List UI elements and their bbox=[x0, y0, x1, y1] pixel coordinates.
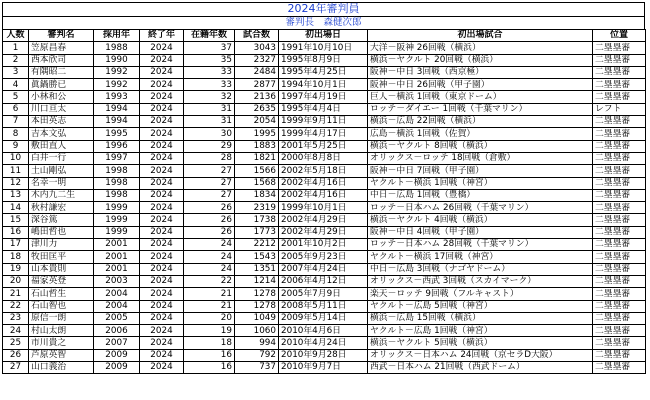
cell-count: 5 bbox=[3, 91, 29, 103]
cell-name: 嶋田哲也 bbox=[29, 226, 94, 238]
cell-count: 22 bbox=[3, 300, 29, 312]
cell-games: 1543 bbox=[235, 251, 279, 263]
table-row bbox=[3, 312, 646, 324]
cell-debut-date: 1995年4月4日 bbox=[279, 103, 368, 115]
header-debut-date: 初出場日 bbox=[279, 30, 368, 42]
cell-debut-date: 2002年4月16日 bbox=[279, 189, 368, 201]
cell-hire-year: 1995 bbox=[94, 128, 140, 140]
cell-position: 二塁塁審 bbox=[593, 362, 646, 374]
cell-years: 27 bbox=[184, 189, 235, 201]
cell-hire-year: 1992 bbox=[94, 79, 140, 91]
cell-end-year: 2024 bbox=[140, 165, 184, 177]
cell-name: 津川力 bbox=[29, 239, 94, 251]
cell-debut-game: オリックス－ロッテ 18回戦（倉敷） bbox=[368, 152, 593, 164]
cell-name: 村山太朗 bbox=[29, 325, 94, 337]
cell-name: 牧田匡平 bbox=[29, 251, 94, 263]
cell-count: 13 bbox=[3, 189, 29, 201]
table-row bbox=[3, 239, 646, 251]
cell-name: 小林和公 bbox=[29, 91, 94, 103]
cell-debut-game: 阪神－中日 3回戦（西京極） bbox=[368, 66, 593, 78]
cell-end-year: 2024 bbox=[140, 214, 184, 226]
cell-years: 18 bbox=[184, 337, 235, 349]
cell-years: 37 bbox=[184, 42, 235, 54]
cell-count: 19 bbox=[3, 263, 29, 275]
cell-end-year: 2024 bbox=[140, 312, 184, 324]
cell-debut-date: 2005年7月9日 bbox=[279, 288, 368, 300]
cell-years: 16 bbox=[184, 362, 235, 374]
cell-position: 二塁塁審 bbox=[593, 79, 646, 91]
header-years: 在籍年数 bbox=[184, 30, 235, 42]
cell-years: 35 bbox=[184, 54, 235, 66]
cell-hire-year: 1994 bbox=[94, 103, 140, 115]
cell-debut-date: 2000年8月8日 bbox=[279, 152, 368, 164]
cell-games: 2327 bbox=[235, 54, 279, 66]
table-row bbox=[3, 362, 646, 374]
cell-debut-date: 2001年5月25日 bbox=[279, 140, 368, 152]
cell-games: 2054 bbox=[235, 116, 279, 128]
cell-name: 笠原昌春 bbox=[29, 42, 94, 54]
cell-position: 二塁塁審 bbox=[593, 349, 646, 361]
cell-games: 1351 bbox=[235, 263, 279, 275]
cell-debut-date: 1999年10月1日 bbox=[279, 202, 368, 214]
cell-name: 敷田直人 bbox=[29, 140, 94, 152]
cell-games: 2877 bbox=[235, 79, 279, 91]
cell-years: 22 bbox=[184, 275, 235, 287]
table-row bbox=[3, 165, 646, 177]
cell-end-year: 2024 bbox=[140, 275, 184, 287]
cell-debut-date: 2002年4月29日 bbox=[279, 214, 368, 226]
table-row bbox=[3, 177, 646, 189]
cell-games: 1883 bbox=[235, 140, 279, 152]
cell-name: 山本貴則 bbox=[29, 263, 94, 275]
cell-end-year: 2024 bbox=[140, 177, 184, 189]
table-row bbox=[3, 275, 646, 287]
table-row bbox=[3, 288, 646, 300]
cell-end-year: 2024 bbox=[140, 91, 184, 103]
cell-end-year: 2024 bbox=[140, 349, 184, 361]
cell-position: 二塁塁審 bbox=[593, 300, 646, 312]
cell-debut-game: 横浜－ヤクルト 5回戦（横浜） bbox=[368, 337, 593, 349]
cell-count: 18 bbox=[3, 251, 29, 263]
table-row bbox=[3, 152, 646, 164]
cell-years: 26 bbox=[184, 202, 235, 214]
table-row bbox=[3, 189, 646, 201]
cell-debut-game: 横浜－広島 22回戦（横浜） bbox=[368, 116, 593, 128]
cell-debut-date: 2010年4月24日 bbox=[279, 337, 368, 349]
cell-hire-year: 2001 bbox=[94, 263, 140, 275]
sheet-title: 2024年審判員 bbox=[2, 2, 645, 16]
cell-debut-date: 1994年10月1日 bbox=[279, 79, 368, 91]
cell-debut-date: 1997年4月19日 bbox=[279, 91, 368, 103]
cell-end-year: 2024 bbox=[140, 263, 184, 275]
table-row bbox=[3, 325, 646, 337]
spreadsheet bbox=[2, 2, 646, 374]
table-row bbox=[3, 91, 646, 103]
cell-debut-game: 広島－横浜 1回戦（佐賀） bbox=[368, 128, 593, 140]
cell-name: 名幸一明 bbox=[29, 177, 94, 189]
cell-name: 原信一朗 bbox=[29, 312, 94, 324]
cell-position: 二塁塁審 bbox=[593, 140, 646, 152]
cell-games: 1278 bbox=[235, 288, 279, 300]
cell-position: 二塁塁審 bbox=[593, 337, 646, 349]
cell-years: 31 bbox=[184, 103, 235, 115]
cell-hire-year: 2001 bbox=[94, 251, 140, 263]
cell-debut-game: 中日－広島 1回戦（豊橋） bbox=[368, 189, 593, 201]
cell-name: 眞鍋勝已 bbox=[29, 79, 94, 91]
cell-debut-date: 2007年4月24日 bbox=[279, 263, 368, 275]
cell-hire-year: 1999 bbox=[94, 214, 140, 226]
table-row bbox=[3, 337, 646, 349]
cell-games: 1738 bbox=[235, 214, 279, 226]
cell-position: レフト bbox=[593, 103, 646, 115]
cell-count: 21 bbox=[3, 288, 29, 300]
cell-hire-year: 2009 bbox=[94, 362, 140, 374]
cell-debut-game: 中日－広島 3回戦（ナゴヤドーム） bbox=[368, 263, 593, 275]
cell-position: 二塁塁審 bbox=[593, 288, 646, 300]
table-row bbox=[3, 54, 646, 66]
table-row bbox=[3, 42, 646, 54]
cell-count: 24 bbox=[3, 325, 29, 337]
cell-games: 2484 bbox=[235, 66, 279, 78]
cell-debut-game: ヤクルト－広島 5回戦（神宮） bbox=[368, 300, 593, 312]
cell-debut-date: 1995年4月25日 bbox=[279, 66, 368, 78]
cell-count: 6 bbox=[3, 103, 29, 115]
cell-position: 二塁塁審 bbox=[593, 165, 646, 177]
cell-hire-year: 1997 bbox=[94, 152, 140, 164]
cell-games: 1821 bbox=[235, 152, 279, 164]
cell-debut-game: 巨人－横浜 1回戦（東京ドーム） bbox=[368, 91, 593, 103]
cell-count: 23 bbox=[3, 312, 29, 324]
cell-count: 15 bbox=[3, 214, 29, 226]
table-row bbox=[3, 103, 646, 115]
cell-end-year: 2024 bbox=[140, 251, 184, 263]
cell-hire-year: 1999 bbox=[94, 226, 140, 238]
cell-name: 吉本文弘 bbox=[29, 128, 94, 140]
cell-years: 26 bbox=[184, 214, 235, 226]
cell-debut-game: ロッテ－ダイエー 1回戦（千葉マリン） bbox=[368, 103, 593, 115]
cell-years: 27 bbox=[184, 177, 235, 189]
cell-games: 1995 bbox=[235, 128, 279, 140]
cell-end-year: 2024 bbox=[140, 337, 184, 349]
cell-debut-date: 1991年10月10日 bbox=[279, 42, 368, 54]
header-debut-game: 初出場試合 bbox=[368, 30, 593, 42]
cell-hire-year: 1994 bbox=[94, 116, 140, 128]
cell-games: 1060 bbox=[235, 325, 279, 337]
cell-end-year: 2024 bbox=[140, 226, 184, 238]
cell-games: 1049 bbox=[235, 312, 279, 324]
cell-debut-date: 2009年5月14日 bbox=[279, 312, 368, 324]
table-row bbox=[3, 140, 646, 152]
cell-name: 市川貴之 bbox=[29, 337, 94, 349]
cell-end-year: 2024 bbox=[140, 152, 184, 164]
cell-end-year: 2024 bbox=[140, 362, 184, 374]
cell-end-year: 2024 bbox=[140, 300, 184, 312]
cell-debut-date: 1999年4月17日 bbox=[279, 128, 368, 140]
cell-years: 26 bbox=[184, 226, 235, 238]
cell-position: 二塁塁審 bbox=[593, 116, 646, 128]
cell-debut-date: 1999年9月11日 bbox=[279, 116, 368, 128]
table-row bbox=[3, 300, 646, 312]
cell-name: 白井一行 bbox=[29, 152, 94, 164]
cell-debut-game: ロッテ－日本ハム 26回戦（千葉マリン） bbox=[368, 202, 593, 214]
cell-end-year: 2024 bbox=[140, 128, 184, 140]
cell-position: 二塁塁審 bbox=[593, 152, 646, 164]
cell-years: 16 bbox=[184, 349, 235, 361]
cell-games: 2319 bbox=[235, 202, 279, 214]
header-name: 審判名 bbox=[29, 30, 94, 42]
cell-debut-date: 2002年5月18日 bbox=[279, 165, 368, 177]
cell-count: 26 bbox=[3, 349, 29, 361]
cell-debut-date: 2006年4月12日 bbox=[279, 275, 368, 287]
cell-count: 7 bbox=[3, 116, 29, 128]
header-count: 人数 bbox=[3, 30, 29, 42]
cell-hire-year: 2001 bbox=[94, 239, 140, 251]
table-row bbox=[3, 128, 646, 140]
cell-count: 20 bbox=[3, 275, 29, 287]
cell-hire-year: 1998 bbox=[94, 177, 140, 189]
cell-count: 3 bbox=[3, 66, 29, 78]
cell-position: 二塁塁審 bbox=[593, 91, 646, 103]
cell-years: 31 bbox=[184, 116, 235, 128]
cell-years: 21 bbox=[184, 288, 235, 300]
cell-count: 12 bbox=[3, 177, 29, 189]
cell-debut-game: 楽天－ロッテ 9回戦（フルキャスト） bbox=[368, 288, 593, 300]
table-row bbox=[3, 226, 646, 238]
cell-debut-game: 大洋－阪神 26回戦（横浜） bbox=[368, 42, 593, 54]
cell-end-year: 2024 bbox=[140, 42, 184, 54]
cell-count: 10 bbox=[3, 152, 29, 164]
cell-hire-year: 1998 bbox=[94, 165, 140, 177]
cell-years: 24 bbox=[184, 263, 235, 275]
cell-end-year: 2024 bbox=[140, 239, 184, 251]
cell-position: 二塁塁審 bbox=[593, 66, 646, 78]
cell-hire-year: 2003 bbox=[94, 275, 140, 287]
cell-position: 二塁塁審 bbox=[593, 275, 646, 287]
cell-debut-game: 阪神－中日 7回戦（甲子園） bbox=[368, 165, 593, 177]
cell-hire-year: 1998 bbox=[94, 189, 140, 201]
cell-position: 二塁塁審 bbox=[593, 189, 646, 201]
table-row bbox=[3, 214, 646, 226]
cell-count: 8 bbox=[3, 128, 29, 140]
cell-end-year: 2024 bbox=[140, 140, 184, 152]
cell-count: 2 bbox=[3, 54, 29, 66]
cell-years: 20 bbox=[184, 312, 235, 324]
cell-hire-year: 1990 bbox=[94, 54, 140, 66]
cell-games: 737 bbox=[235, 362, 279, 374]
cell-end-year: 2024 bbox=[140, 103, 184, 115]
cell-debut-date: 2005年9月23日 bbox=[279, 251, 368, 263]
header-hire-year: 採用年 bbox=[94, 30, 140, 42]
table-row bbox=[3, 251, 646, 263]
table-row bbox=[3, 66, 646, 78]
cell-games: 2212 bbox=[235, 239, 279, 251]
cell-years: 24 bbox=[184, 239, 235, 251]
table-row bbox=[3, 349, 646, 361]
cell-games: 792 bbox=[235, 349, 279, 361]
cell-years: 27 bbox=[184, 165, 235, 177]
cell-games: 994 bbox=[235, 337, 279, 349]
cell-position: 二塁塁審 bbox=[593, 128, 646, 140]
cell-games: 2635 bbox=[235, 103, 279, 115]
cell-hire-year: 1988 bbox=[94, 42, 140, 54]
header-row bbox=[3, 30, 646, 42]
cell-name: 川口亘太 bbox=[29, 103, 94, 115]
cell-end-year: 2024 bbox=[140, 116, 184, 128]
cell-end-year: 2024 bbox=[140, 325, 184, 337]
cell-position: 二塁塁審 bbox=[593, 202, 646, 214]
cell-count: 14 bbox=[3, 202, 29, 214]
cell-years: 29 bbox=[184, 140, 235, 152]
cell-name: 石山智也 bbox=[29, 300, 94, 312]
cell-years: 21 bbox=[184, 300, 235, 312]
cell-count: 4 bbox=[3, 79, 29, 91]
cell-end-year: 2024 bbox=[140, 79, 184, 91]
cell-name: 西本欣司 bbox=[29, 54, 94, 66]
cell-hire-year: 2004 bbox=[94, 288, 140, 300]
cell-debut-date: 1995年8月9日 bbox=[279, 54, 368, 66]
cell-games: 1214 bbox=[235, 275, 279, 287]
cell-debut-game: 西武－日本ハム 21回戦（西武ドーム） bbox=[368, 362, 593, 374]
cell-games: 3043 bbox=[235, 42, 279, 54]
cell-end-year: 2024 bbox=[140, 66, 184, 78]
header-games: 試合数 bbox=[235, 30, 279, 42]
cell-games: 1566 bbox=[235, 165, 279, 177]
cell-years: 33 bbox=[184, 66, 235, 78]
cell-count: 1 bbox=[3, 42, 29, 54]
cell-count: 17 bbox=[3, 239, 29, 251]
cell-name: 本田英志 bbox=[29, 116, 94, 128]
cell-debut-game: ヤクルト－横浜 17回戦（神宮） bbox=[368, 251, 593, 263]
cell-debut-game: 阪神－中日 4回戦（甲子園） bbox=[368, 226, 593, 238]
cell-name: 山口義治 bbox=[29, 362, 94, 374]
cell-count: 16 bbox=[3, 226, 29, 238]
cell-years: 33 bbox=[184, 79, 235, 91]
cell-count: 25 bbox=[3, 337, 29, 349]
table-row bbox=[3, 116, 646, 128]
cell-name: 福家英登 bbox=[29, 275, 94, 287]
cell-hire-year: 1992 bbox=[94, 66, 140, 78]
cell-end-year: 2024 bbox=[140, 54, 184, 66]
table-row bbox=[3, 202, 646, 214]
cell-name: 木内九二生 bbox=[29, 189, 94, 201]
cell-position: 二塁塁審 bbox=[593, 177, 646, 189]
cell-years: 19 bbox=[184, 325, 235, 337]
cell-debut-game: 横浜－ヤクルト 20回戦（横浜） bbox=[368, 54, 593, 66]
cell-years: 32 bbox=[184, 91, 235, 103]
table-row bbox=[3, 79, 646, 91]
cell-games: 1834 bbox=[235, 189, 279, 201]
header-position: 位置 bbox=[593, 30, 646, 42]
cell-position: 二塁塁審 bbox=[593, 325, 646, 337]
cell-hire-year: 2007 bbox=[94, 337, 140, 349]
cell-debut-game: ロッテ－日本ハム 28回戦（千葉マリン） bbox=[368, 239, 593, 251]
cell-name: 石山哲生 bbox=[29, 288, 94, 300]
cell-games: 1773 bbox=[235, 226, 279, 238]
cell-years: 28 bbox=[184, 152, 235, 164]
cell-position: 二塁塁審 bbox=[593, 239, 646, 251]
cell-position: 二塁塁審 bbox=[593, 42, 646, 54]
cell-name: 有隅昭二 bbox=[29, 66, 94, 78]
cell-hire-year: 1993 bbox=[94, 91, 140, 103]
cell-name: 深谷篤 bbox=[29, 214, 94, 226]
cell-debut-date: 2008年5月11日 bbox=[279, 300, 368, 312]
cell-games: 1568 bbox=[235, 177, 279, 189]
cell-debut-game: オリックス－日本ハム 24回戦（京セラD大阪） bbox=[368, 349, 593, 361]
cell-end-year: 2024 bbox=[140, 189, 184, 201]
cell-debut-game: オリックス－西武 3回戦（スカイマーク） bbox=[368, 275, 593, 287]
cell-name: 土山剛弘 bbox=[29, 165, 94, 177]
cell-years: 24 bbox=[184, 251, 235, 263]
table-row bbox=[3, 263, 646, 275]
cell-position: 二塁塁審 bbox=[593, 312, 646, 324]
cell-position: 二塁塁審 bbox=[593, 54, 646, 66]
cell-debut-date: 2010年4月6日 bbox=[279, 325, 368, 337]
cell-years: 30 bbox=[184, 128, 235, 140]
cell-position: 二塁塁審 bbox=[593, 251, 646, 263]
cell-hire-year: 2004 bbox=[94, 300, 140, 312]
cell-hire-year: 2009 bbox=[94, 349, 140, 361]
cell-debut-date: 2002年4月29日 bbox=[279, 226, 368, 238]
cell-debut-date: 2001年10月2日 bbox=[279, 239, 368, 251]
cell-hire-year: 2006 bbox=[94, 325, 140, 337]
cell-debut-date: 2010年9月28日 bbox=[279, 349, 368, 361]
cell-debut-game: 阪神－中日 26回戦（甲子園） bbox=[368, 79, 593, 91]
cell-debut-game: 横浜－ヤクルト 4回戦（横浜） bbox=[368, 214, 593, 226]
header-end-year: 終了年 bbox=[140, 30, 184, 42]
cell-position: 二塁塁審 bbox=[593, 214, 646, 226]
cell-name: 秋村謙宏 bbox=[29, 202, 94, 214]
cell-count: 27 bbox=[3, 362, 29, 374]
cell-count: 11 bbox=[3, 165, 29, 177]
sheet-subtitle: 審判長 森健次郎 bbox=[2, 16, 645, 29]
cell-end-year: 2024 bbox=[140, 288, 184, 300]
cell-position: 二塁塁審 bbox=[593, 263, 646, 275]
cell-debut-date: 2010年9月7日 bbox=[279, 362, 368, 374]
cell-name: 芦原英智 bbox=[29, 349, 94, 361]
cell-hire-year: 1996 bbox=[94, 140, 140, 152]
cell-debut-game: ヤクルト－横浜 1回戦（神宮） bbox=[368, 177, 593, 189]
cell-debut-game: 横浜－広島 15回戦（横浜） bbox=[368, 312, 593, 324]
cell-games: 1278 bbox=[235, 300, 279, 312]
umpire-table bbox=[2, 29, 646, 374]
cell-position: 二塁塁審 bbox=[593, 226, 646, 238]
cell-debut-date: 2002年4月16日 bbox=[279, 177, 368, 189]
cell-hire-year: 2005 bbox=[94, 312, 140, 324]
cell-hire-year: 1999 bbox=[94, 202, 140, 214]
cell-debut-game: 横浜－ヤクルト 8回戦（横浜） bbox=[368, 140, 593, 152]
cell-end-year: 2024 bbox=[140, 202, 184, 214]
cell-debut-game: ヤクルト－広島 1回戦（神宮） bbox=[368, 325, 593, 337]
cell-count: 9 bbox=[3, 140, 29, 152]
cell-games: 2136 bbox=[235, 91, 279, 103]
